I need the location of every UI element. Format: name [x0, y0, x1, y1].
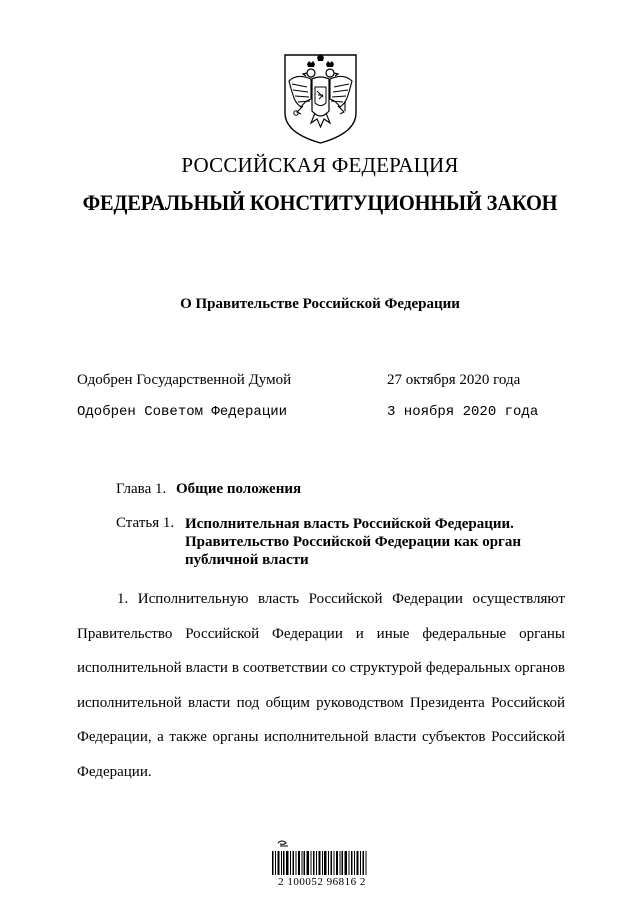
chapter-label: Глава 1. — [116, 481, 167, 497]
approval-label-duma: Одобрен Государственной Думой — [77, 372, 292, 388]
approval-label-council: Одобрен Советом Федерации — [77, 404, 288, 420]
article-title: Исполнительная власть Российской Федерации. Правительство Российской Федерации как орган публичной власти — [185, 516, 521, 568]
law-type-title: ФЕДЕРАЛЬНЫЙ КОНСТИТУЦИОННЫЙ ЗАКОН — [82, 190, 558, 215]
approval-date-duma: 27 октября 2020 года — [387, 372, 521, 388]
article-paragraph — [77, 582, 565, 789]
chapter-title: Общие положения — [175, 481, 302, 497]
article-label: Статья 1. — [116, 515, 175, 531]
approval-date-council: 3 ноября 2020 года — [387, 404, 539, 420]
coat-of-arms-icon — [281, 51, 360, 145]
country-title: РОССИЙСКАЯ ФЕДЕРАЦИЯ — [181, 153, 459, 177]
barcode-number: 2 100052 96816 2 — [278, 876, 366, 888]
chapter-heading — [116, 481, 301, 498]
paragraph-1-text: 1. Исполнительную власть Российской Федерации осуществляют Правительство Российской Федерации и иные федеральные органы исполнительной власти в соответствии со структурой федеральных органов исполнительной власти под общим руководством Президента Российской Федерации, а также органы исполнительной власти субъектов Российской Федерации. — [77, 591, 565, 780]
law-title: О Правительстве Российской Федерации — [180, 296, 460, 312]
